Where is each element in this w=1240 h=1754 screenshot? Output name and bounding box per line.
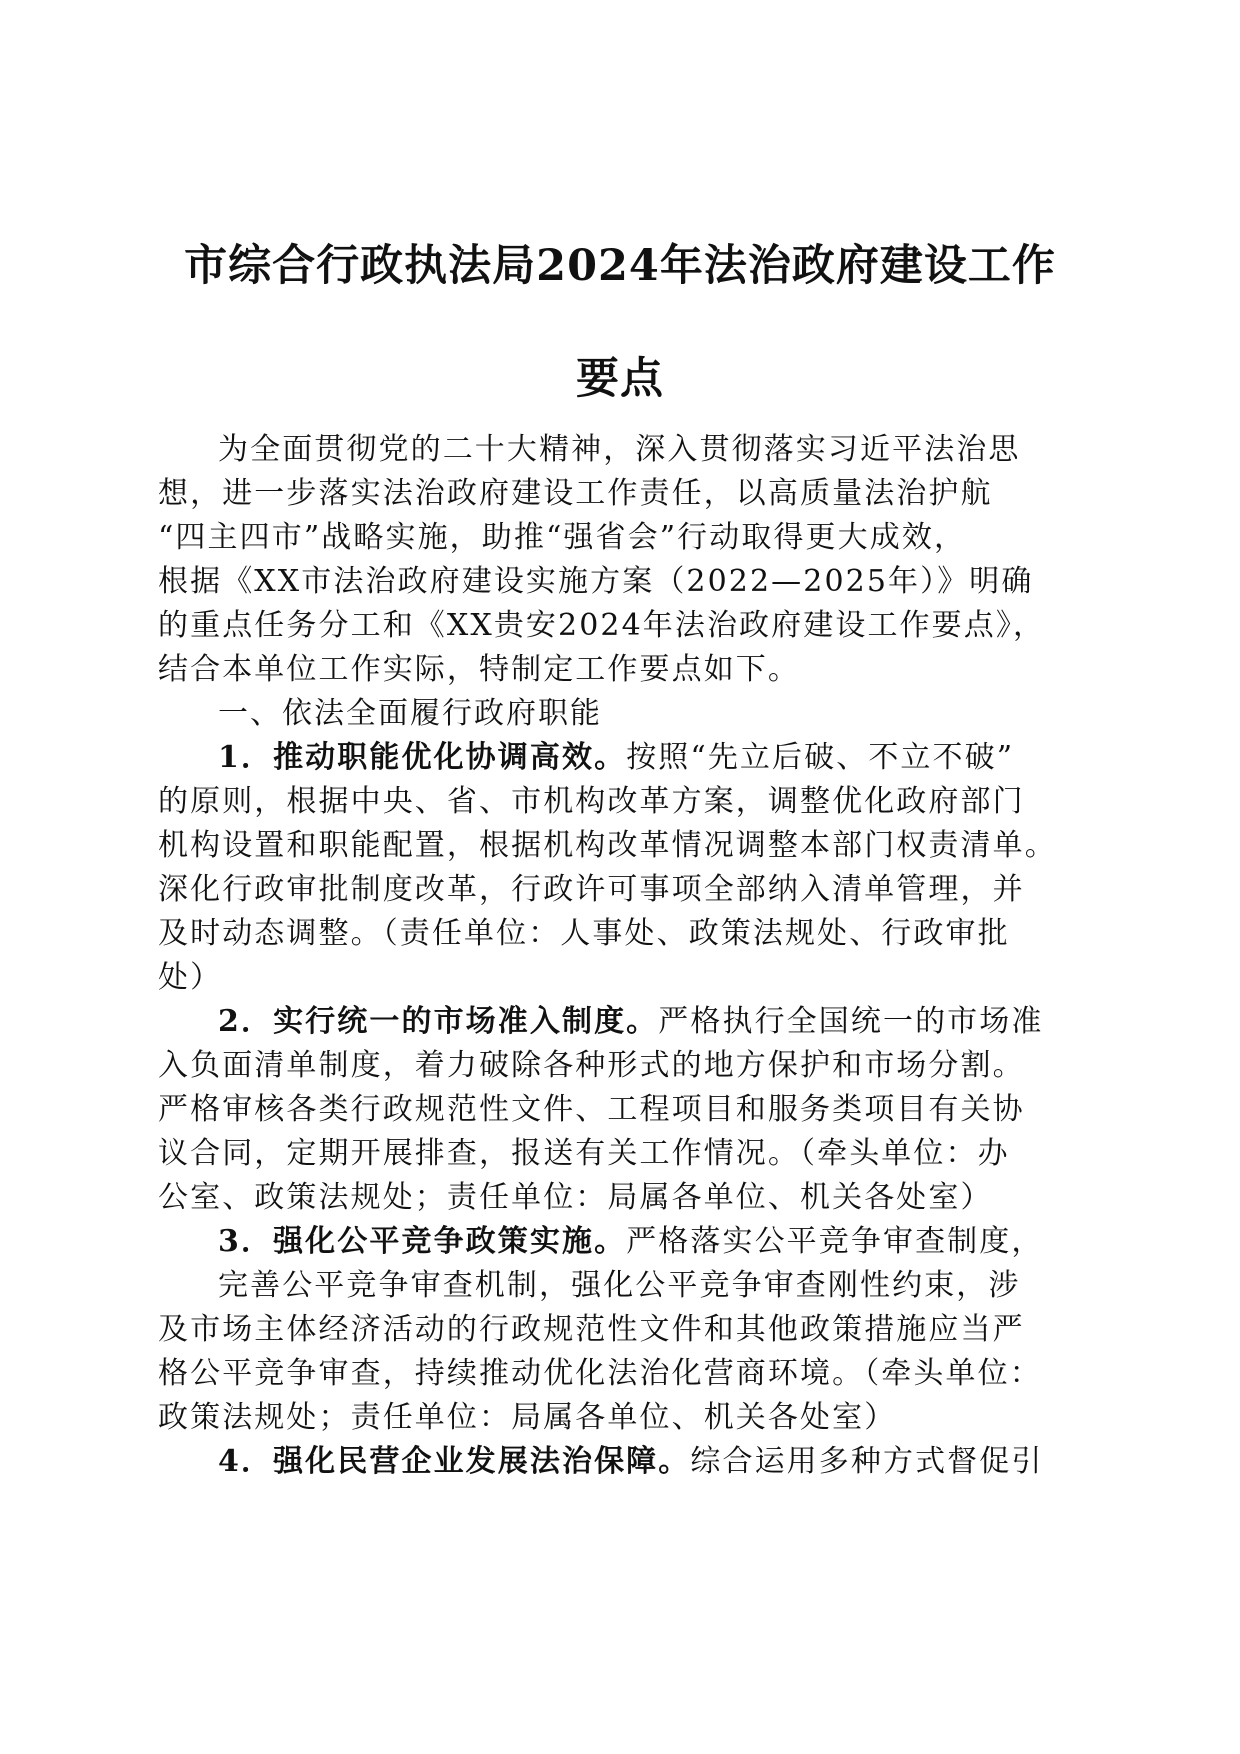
item-1-line xyxy=(218,736,1098,780)
item-4-text: 综合运用多种方式督促引 xyxy=(690,1444,1044,1479)
paragraph-line: “四主四市”战略实施，助推“强省会”行动取得更大成效， xyxy=(158,520,967,555)
paragraph-line: 机构设置和职能配置，根据机构改革情况调整本部门权责清单。 xyxy=(158,828,1057,863)
paragraph-line: 结合本单位工作实际，特制定工作要点如下。 xyxy=(158,652,800,687)
item-4-line xyxy=(218,1440,1098,1484)
document-title-line-1: 市综合行政执法局2024年法治政府建设工作 xyxy=(184,241,1056,291)
paragraph-line: 根据《XX市法治政府建设实施方案（2022—2025年）》明确 xyxy=(158,564,1034,599)
item-3-text: 严格落实公平竞争审查制度， xyxy=(626,1224,1044,1259)
paragraph-line: 格公平竞争审查，持续推动优化法治化营商环境。（牵头单位： xyxy=(158,1356,1042,1391)
paragraph-line: 为全面贯彻党的二十大精神，深入贯彻落实习近平法治思 xyxy=(218,432,1021,467)
paragraph-line: 处） xyxy=(158,960,223,995)
paragraph-line: 想，进一步落实法治政府建设工作责任，以高质量法治护航 xyxy=(158,476,993,511)
paragraph-line: 的重点任务分工和《XX贵安2024年法治政府建设工作要点》， xyxy=(158,608,1046,643)
item-2-heading: 2．实行统一的市场准入制度。 xyxy=(218,1004,659,1039)
item-2-text: 严格执行全国统一的市场准 xyxy=(658,1004,1044,1039)
item-3-heading: 3．强化公平竞争政策实施。 xyxy=(218,1224,627,1259)
paragraph-line: 及时动态调整。（责任单位：人事处、政策法规处、行政审批 xyxy=(158,916,1010,951)
item-2-line xyxy=(218,1000,1098,1044)
section-heading: 一、依法全面履行政府职能 xyxy=(218,696,602,731)
paragraph-line: 完善公平竞争审查机制，强化公平竞争审查刚性约束，涉 xyxy=(218,1268,1021,1303)
item-3-line xyxy=(218,1220,1098,1264)
paragraph-line: 深化行政审批制度改革，行政许可事项全部纳入清单管理，并 xyxy=(158,872,1025,907)
paragraph-line: 公室、政策法规处；责任单位：局属各单位、机关各处室） xyxy=(158,1180,993,1215)
item-1-text: 按照“先立后破、不立不破” xyxy=(626,740,1015,775)
paragraph-line: 入负面清单制度，着力破除各种形式的地方保护和市场分割。 xyxy=(158,1048,1025,1083)
paragraph-line: 严格审核各类行政规范性文件、工程项目和服务类项目有关协 xyxy=(158,1092,1025,1127)
paragraph-line: 及市场主体经济活动的行政规范性文件和其他政策措施应当严 xyxy=(158,1312,1025,1347)
item-4-heading: 4．强化民营企业发展法治保障。 xyxy=(218,1444,691,1479)
paragraph-line: 的原则，根据中央、省、市机构改革方案，调整优化政府部门 xyxy=(158,784,1025,819)
paragraph-line: 政策法规处；责任单位：局属各单位、机关各处室） xyxy=(158,1400,897,1435)
paragraph-line: 议合同，定期开展排查，报送有关工作情况。（牵头单位：办 xyxy=(158,1136,1010,1171)
item-1-heading: 1．推动职能优化协调高效。 xyxy=(218,740,627,775)
document-title-line-2: 要点 xyxy=(576,354,664,404)
